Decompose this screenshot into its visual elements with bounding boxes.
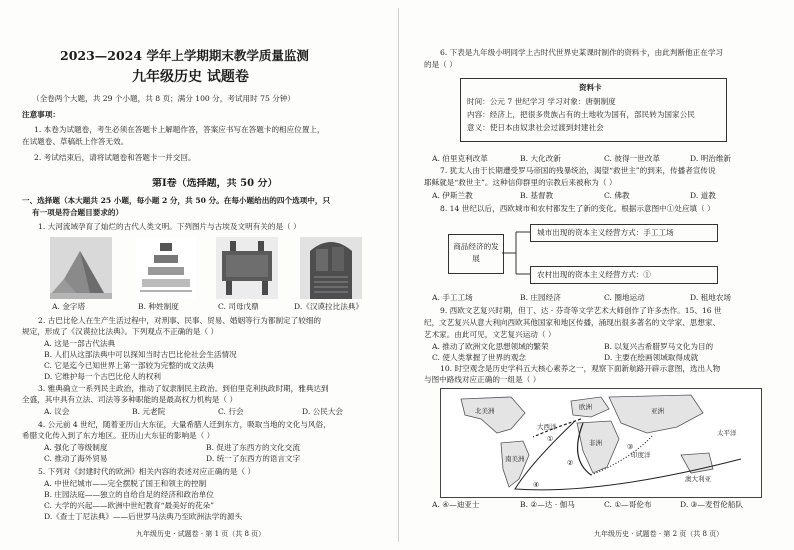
q9-stem-line1: 9. 西欧文艺复兴时期，但丁、达 · 芬奇等文学艺术大师创作了许多杰作。15、16 世 bbox=[440, 306, 722, 315]
q3-option-b: B. 元老院 bbox=[132, 407, 166, 416]
q7-option-a: A. 伊斯兰教 bbox=[432, 191, 473, 200]
q3-stem-line1: 3. 雅典确立一系列民主政治，推动了奴隶制民主政治。到伯里克利执政时期，雅典达到 bbox=[38, 384, 329, 393]
q8-option-d: D. 租地农场 bbox=[690, 293, 732, 302]
q10-stem-line1: 10. 时空观念是历史学科五大核心素养之一，观察下面新航路开辟示意图，选出人物 bbox=[440, 364, 721, 373]
q3-stem-line2: 全盛，其中具有立法、司法等多种职能的是最高权力机构是（ ） bbox=[22, 395, 238, 404]
map-label-indian-ocean: 印度洋 bbox=[631, 451, 651, 459]
q9-option-c: C. 使人类掌握了世界的观念 bbox=[432, 353, 526, 362]
map-route-marker-2: ② bbox=[567, 459, 574, 467]
note-2: 2. 考试结束后，请将试题卷和答题卡一并交回。 bbox=[34, 153, 196, 162]
q9-option-d: D. 主要在绘画领域取得成就 bbox=[604, 353, 699, 362]
map-route-marker-3: ③ bbox=[627, 443, 634, 451]
exam-title: 2023—2024 学年上学期期末教学质量监测 bbox=[60, 48, 309, 63]
q6-card-line2: 内容：经济上，把很多贵族占有的土地收为国有，部民转为国家公民 bbox=[467, 110, 695, 119]
q6-card-title: 资料卡 bbox=[579, 83, 602, 92]
hammurabi-code-image bbox=[300, 237, 362, 299]
q6-option-c: C. 彼得一世改革 bbox=[604, 154, 660, 163]
q4-stem-line2: 希腊文化传入到了东方地区。亚历山大东征的影响是（ ） bbox=[22, 431, 215, 440]
q2-stem-line2: 规定，形成了《汉谟拉比法典》。下列观点不正确的是（ ） bbox=[22, 327, 219, 336]
q8-diagram bbox=[448, 222, 718, 286]
q8-box-bottom: 农村出现的资本主义经营方式：① bbox=[530, 266, 718, 284]
q5-option-d: D.《查士丁尼法典》——后世罗马法典乃至欧洲法学的源头 bbox=[44, 512, 243, 521]
q4-option-c: C. 推动了海外贸易 bbox=[44, 454, 108, 463]
note-1: 1. 本卷为试题卷，考生必须在答题卡上解题作答，答案应书写在答题卡的相应位置上， bbox=[34, 125, 325, 134]
new-sea-routes-map bbox=[440, 388, 762, 498]
q4-stem-line1: 4. 公元前 4 世纪，随着亚历山大东征，大量希腊人迁到东方，吸取当地的文化与风俗， bbox=[38, 420, 331, 429]
q10-option-a: A. ④—迪亚士 bbox=[432, 500, 480, 509]
q9-option-a: A. 推动了欧洲文化思想领域的繁荣 bbox=[432, 342, 549, 351]
map-label-north-america: 北美洲 bbox=[475, 407, 495, 415]
footer-page-2: 九年级历史 · 试题卷 · 第 2 页（共 8 页） bbox=[594, 530, 724, 538]
page-fold-divider bbox=[398, 8, 399, 542]
q7-option-b: B. 基督教 bbox=[520, 191, 554, 200]
q4-option-b: B. 促进了东西方的文化交流 bbox=[206, 443, 300, 452]
q1-option-a: A. 金字塔 bbox=[52, 302, 86, 311]
map-route-marker-4: ④ bbox=[533, 481, 540, 489]
q1-option-d: D.《汉谟拉比法典》 bbox=[294, 302, 363, 311]
q8-option-a: A. 手工工场 bbox=[432, 293, 473, 302]
q8-option-c: C. 圈地运动 bbox=[604, 293, 645, 302]
q1-option-b: B. 种姓制度 bbox=[138, 302, 179, 311]
q10-option-c: C. ①—哥伦布 bbox=[604, 500, 652, 509]
q7-option-d: D. 道教 bbox=[690, 191, 716, 200]
q3-option-c: C. 行会 bbox=[218, 407, 244, 416]
q6-option-b: B. 大化改新 bbox=[520, 154, 561, 163]
q1-option-c: C. 司母戊鼎 bbox=[218, 302, 259, 311]
note-1-cont: 在试题卷、草稿纸上作答无效。 bbox=[22, 137, 129, 146]
q7-stem-line2: 耶稣就是“救世主”。这种信仰群里的宗教后来被称为（ ） bbox=[424, 178, 617, 187]
pyramid-image bbox=[50, 237, 112, 299]
right-page bbox=[418, 0, 768, 550]
q6-stem-line2: 的是（ ） bbox=[424, 60, 457, 69]
q7-option-c: C. 佛教 bbox=[604, 191, 630, 200]
q9-stem-line3: 艺术家。由此可见，文艺复兴运动（ ） bbox=[424, 330, 556, 339]
caste-system-image bbox=[136, 237, 196, 299]
map-route-marker-1: ① bbox=[547, 435, 554, 443]
q2-option-d: D. 它维护每一个古巴比伦人的权利 bbox=[44, 372, 161, 381]
left-page bbox=[22, 0, 384, 550]
footer-page-1: 九年级历史 · 试题卷 · 第 1 页（共 8 页） bbox=[136, 530, 266, 538]
q2-option-b: B. 人们从这部法典中可以探知当时古巴比伦社会生活情况 bbox=[44, 350, 237, 359]
q2-option-c: C. 它是迄今已知世界上第一部较为完整的成文法典 bbox=[44, 361, 214, 370]
part1-title: 第Ⅰ卷（选择题，共 50 分） bbox=[152, 178, 278, 189]
q6-option-d: D. 明治维新 bbox=[690, 154, 732, 163]
q8-option-b: B. 庄园经济 bbox=[520, 293, 561, 302]
section-title: 一、选择题（本大题共 25 小题，每小题 2 分，共 50 分。在每小题给出的四个选项中，只 bbox=[22, 196, 331, 205]
q5-option-b: B. 庄园法庭——独立的自给自足的经济和政治单位 bbox=[44, 490, 214, 499]
q4-option-d: D. 统一了东西方的语言文字 bbox=[206, 454, 301, 463]
q8-box-left: 商品经济的发展 bbox=[448, 234, 504, 274]
q8-box-top: 城市出现的资本主义经营方式：手工工场 bbox=[530, 224, 718, 242]
map-label-africa: 非洲 bbox=[589, 439, 602, 447]
q5-option-a: A. 中世纪城市——完全摆脱了国王和领主的控制 bbox=[44, 479, 207, 488]
exam-subject-title: 九年级历史 试题卷 bbox=[132, 69, 249, 85]
notes-label: 注意事项： bbox=[22, 110, 60, 119]
map-label-asia: 亚洲 bbox=[651, 407, 664, 415]
q1-stem: 1. 大河流域孕育了灿烂的古代人类文明。下列图片与古埃及文明有关的是（ ） bbox=[38, 222, 301, 231]
exam-intro: （全卷两个大题，共 29 个小题，共 8 页；满分 100 分，考试用时 75 分钟） bbox=[32, 94, 295, 103]
q5-option-c: C. 大学的兴起——欧洲中世纪教育“最美好的花朵” bbox=[44, 501, 215, 510]
q6-info-card bbox=[460, 78, 727, 142]
q8-connector bbox=[502, 222, 530, 286]
q6-card-line1: 时间：公元 7 世纪学习 学习对象：唐朝制度 bbox=[467, 97, 616, 106]
map-label-south-america: 南美洲 bbox=[505, 455, 525, 463]
q7-stem-line1: 7. 犹太人由于长期遭受罗马帝国的残暴统治，渴望“救世主”的到来，传播者宣传说 bbox=[440, 166, 716, 175]
q3-option-d: D. 公民大会 bbox=[302, 407, 344, 416]
q9-stem-line2: 纪，文艺复兴从意大利向西欧其他国家和地区传播，涌现出很多著名的文学家、思想家、 bbox=[424, 318, 721, 327]
map-label-australia: 澳大利亚 bbox=[685, 475, 711, 483]
q10-option-d: D. ③—麦哲伦船队 bbox=[680, 500, 744, 509]
q6-stem-line1: 6. 下表是九年级小明同学上古时代世界史某课时制作的资料卡，由此判断他正在学习 bbox=[440, 48, 724, 57]
q5-stem: 5. 下列对《封建时代的欧洲》相关内容的表述对应正确的是（ ） bbox=[38, 467, 256, 476]
q2-option-a: A. 这是一部古代法典 bbox=[44, 339, 116, 348]
simuwu-ding-image bbox=[216, 237, 278, 299]
map-label-europe: 欧洲 bbox=[579, 403, 592, 411]
section-title-cont: 有一项是符合题目要求的） bbox=[32, 208, 124, 217]
q8-stem: 8. 14 世纪以后，西欧城市和农村都发生了新的变化。根据示意图中①处应填（ ） bbox=[440, 204, 715, 213]
q6-card-line3: 意义：使日本由奴隶社会过渡到封建社会 bbox=[467, 123, 604, 132]
q2-stem-line1: 2. 古巴比伦人在生产生活过程中，对刑事、民事、贸易、婚姻等行为都制定了较细的 bbox=[38, 316, 322, 325]
map-label-pacific: 太平洋 bbox=[717, 429, 737, 437]
q10-option-b: B. ②—达 · 伽马 bbox=[520, 500, 575, 509]
q9-option-b: B. 以复兴古希腊罗马文化为目的 bbox=[604, 342, 714, 351]
q4-option-a: A. 强化了等级制度 bbox=[44, 443, 108, 452]
map-label-atlantic: 大西洋 bbox=[537, 423, 557, 431]
q3-option-a: A. 议会 bbox=[44, 407, 70, 416]
q6-option-a: A. 伯里克利改革 bbox=[432, 154, 488, 163]
q10-stem-line2: 与图中路线对应正确的一组是（ ） bbox=[424, 375, 541, 384]
